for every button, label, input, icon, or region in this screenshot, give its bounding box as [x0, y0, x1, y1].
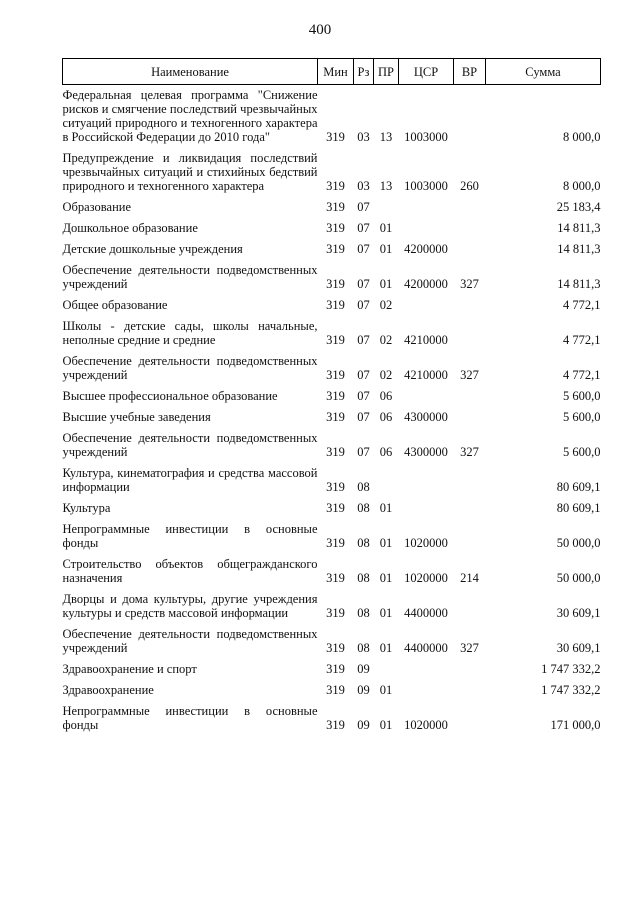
header-rz: Рз — [354, 59, 374, 85]
cell-rz: 08 — [357, 606, 370, 620]
cell-pr: 01 — [379, 641, 393, 655]
cell-min: 319 — [326, 445, 345, 459]
cell-min: 319 — [326, 571, 345, 585]
cell-name: Обеспечение деятельности подведомственных учреждений — [62, 627, 318, 655]
cell-min: 319 — [326, 242, 345, 256]
cell-rz: 07 — [357, 389, 370, 403]
cell-pr: 02 — [379, 368, 393, 382]
cell-min: 319 — [326, 410, 345, 424]
cell-name: Школы - детские сады, школы начальные, неполные средние и средние — [62, 319, 318, 347]
cell-name: Федеральная целевая программа "Снижение рисков и смягчение последствий чрезвычайных ситуаций природного и техногенного характера в Российской Федерации до 2010 года" — [62, 88, 318, 144]
table-row — [63, 589, 601, 624]
cell-vr — [454, 680, 486, 701]
cell-csr — [399, 659, 454, 680]
cell-pr: 01 — [379, 277, 393, 291]
table-row — [63, 351, 601, 386]
cell-vr — [454, 197, 486, 218]
cell-sum: 4 772,1 — [563, 368, 601, 382]
cell-vr: 327 — [460, 277, 479, 291]
cell-sum: 50 000,0 — [556, 571, 601, 585]
cell-pr — [374, 659, 399, 680]
table-body — [63, 85, 601, 737]
cell-rz: 03 — [357, 130, 370, 144]
cell-pr: 01 — [379, 683, 393, 697]
cell-min: 319 — [326, 718, 345, 732]
cell-rz: 07 — [357, 277, 370, 291]
cell-rz: 08 — [357, 571, 370, 585]
header-row — [63, 59, 601, 85]
cell-sum: 1 747 332,2 — [541, 662, 601, 676]
cell-sum: 5 600,0 — [563, 410, 601, 424]
table-row — [63, 386, 601, 407]
table-row — [63, 519, 601, 554]
cell-vr: 327 — [460, 368, 479, 382]
cell-name: Строительство объектов общегражданского назначения — [62, 557, 318, 585]
cell-csr: 1003000 — [404, 130, 448, 144]
cell-vr — [454, 218, 486, 239]
cell-name: Непрограммные инвестиции в основные фонды — [62, 704, 318, 732]
cell-csr: 1020000 — [404, 571, 448, 585]
cell-csr — [399, 463, 454, 498]
cell-csr: 4210000 — [404, 368, 448, 382]
cell-name: Культура, кинематография и средства массовой информации — [62, 466, 318, 494]
cell-min: 319 — [326, 221, 345, 235]
table-row — [63, 260, 601, 295]
table-row — [63, 316, 601, 351]
cell-min: 319 — [326, 277, 345, 291]
cell-pr: 01 — [379, 501, 393, 515]
cell-name: Обеспечение деятельности подведомственных учреждений — [62, 263, 318, 291]
cell-name: Детские дошкольные учреждения — [62, 242, 243, 256]
header-name: Наименование — [63, 59, 318, 85]
cell-sum: 25 183,4 — [556, 200, 601, 214]
cell-vr — [454, 239, 486, 260]
cell-csr: 4300000 — [404, 410, 448, 424]
cell-min: 319 — [326, 662, 345, 676]
cell-vr — [454, 407, 486, 428]
header-sum: Сумма — [486, 59, 601, 85]
cell-sum: 14 811,3 — [557, 221, 601, 235]
table-row — [63, 148, 601, 197]
cell-pr: 01 — [379, 242, 393, 256]
cell-name: Непрограммные инвестиции в основные фонды — [62, 522, 318, 550]
cell-vr — [454, 659, 486, 680]
cell-vr — [454, 316, 486, 351]
cell-pr: 06 — [379, 445, 393, 459]
table-row — [63, 554, 601, 589]
cell-csr: 4400000 — [404, 606, 448, 620]
cell-pr: 13 — [379, 130, 393, 144]
cell-min: 319 — [326, 641, 345, 655]
cell-pr: 01 — [379, 221, 393, 235]
cell-csr — [399, 218, 454, 239]
cell-sum: 80 609,1 — [556, 480, 601, 494]
cell-rz: 09 — [357, 683, 370, 697]
cell-sum: 1 747 332,2 — [541, 683, 601, 697]
cell-csr — [399, 197, 454, 218]
cell-rz: 07 — [357, 445, 370, 459]
cell-name: Общее образование — [62, 298, 168, 312]
cell-rz: 07 — [357, 200, 370, 214]
cell-vr: 327 — [460, 641, 479, 655]
cell-csr: 1020000 — [404, 718, 448, 732]
cell-pr: 01 — [379, 536, 393, 550]
table-row — [63, 624, 601, 659]
table-row — [63, 85, 601, 149]
cell-name: Дошкольное образование — [62, 221, 198, 235]
cell-name: Здравоохранение и спорт — [62, 662, 197, 676]
cell-csr: 4210000 — [404, 333, 448, 347]
table-header — [63, 59, 601, 85]
cell-rz: 07 — [357, 410, 370, 424]
table-row — [63, 407, 601, 428]
cell-rz: 09 — [357, 662, 370, 676]
cell-rz: 03 — [357, 179, 370, 193]
cell-pr — [374, 197, 399, 218]
cell-vr — [454, 463, 486, 498]
cell-pr: 13 — [379, 179, 393, 193]
cell-rz: 08 — [357, 641, 370, 655]
cell-vr — [454, 498, 486, 519]
cell-vr — [454, 701, 486, 736]
cell-pr: 02 — [379, 333, 393, 347]
cell-rz: 07 — [357, 333, 370, 347]
cell-rz: 09 — [357, 718, 370, 732]
table-row — [63, 239, 601, 260]
cell-min: 319 — [326, 606, 345, 620]
cell-vr — [454, 519, 486, 554]
cell-sum: 5 600,0 — [563, 445, 601, 459]
cell-sum: 171 000,0 — [550, 718, 601, 732]
cell-rz: 08 — [357, 536, 370, 550]
table-row — [63, 463, 601, 498]
cell-pr: 02 — [379, 298, 393, 312]
cell-rz: 07 — [357, 368, 370, 382]
cell-name: Высшие учебные заведения — [62, 410, 211, 424]
cell-sum: 50 000,0 — [556, 536, 601, 550]
table-row — [63, 498, 601, 519]
cell-vr — [454, 386, 486, 407]
cell-sum: 8 000,0 — [563, 130, 601, 144]
cell-name: Обеспечение деятельности подведомственных учреждений — [62, 431, 318, 459]
cell-csr: 4200000 — [404, 242, 448, 256]
cell-vr — [454, 295, 486, 316]
cell-rz: 08 — [357, 480, 370, 494]
cell-sum: 80 609,1 — [556, 501, 601, 515]
header-pr: ПР — [374, 59, 399, 85]
cell-min: 319 — [326, 683, 345, 697]
cell-min: 319 — [326, 200, 345, 214]
cell-pr: 06 — [379, 389, 393, 403]
cell-min: 319 — [326, 333, 345, 347]
cell-name: Высшее профессиональное образование — [62, 389, 278, 403]
table-row — [63, 218, 601, 239]
table-row — [63, 428, 601, 463]
cell-pr: 01 — [379, 718, 393, 732]
cell-name: Обеспечение деятельности подведомственных учреждений — [62, 354, 318, 382]
cell-csr: 4400000 — [404, 641, 448, 655]
cell-min: 319 — [326, 298, 345, 312]
cell-name: Предупреждение и ликвидация последствий чрезвычайных ситуаций и стихийных бедствий природного и техногенного характера — [62, 151, 318, 193]
cell-vr — [454, 589, 486, 624]
header-csr: ЦСР — [399, 59, 454, 85]
cell-rz: 07 — [357, 298, 370, 312]
cell-csr: 1020000 — [404, 536, 448, 550]
cell-vr: 327 — [460, 445, 479, 459]
cell-pr: 06 — [379, 410, 393, 424]
cell-sum: 14 811,3 — [557, 242, 601, 256]
cell-sum: 14 811,3 — [557, 277, 601, 291]
cell-name: Образование — [62, 200, 132, 214]
cell-rz: 07 — [357, 221, 370, 235]
cell-pr: 01 — [379, 571, 393, 585]
cell-sum: 4 772,1 — [563, 298, 601, 312]
cell-name: Культура — [62, 501, 111, 515]
cell-csr — [399, 386, 454, 407]
cell-csr: 4300000 — [404, 445, 448, 459]
cell-min: 319 — [326, 536, 345, 550]
cell-min: 319 — [326, 179, 345, 193]
cell-min: 319 — [326, 130, 345, 144]
cell-sum: 30 609,1 — [556, 641, 601, 655]
cell-csr — [399, 498, 454, 519]
cell-pr — [374, 463, 399, 498]
cell-min: 319 — [326, 368, 345, 382]
cell-rz: 08 — [357, 501, 370, 515]
cell-name: Дворцы и дома культуры, другие учреждения культуры и средств массовой информации — [62, 592, 318, 620]
cell-sum: 30 609,1 — [556, 606, 601, 620]
header-min: Мин — [318, 59, 354, 85]
cell-min: 319 — [326, 389, 345, 403]
cell-vr — [454, 85, 486, 149]
cell-csr — [399, 680, 454, 701]
cell-min: 319 — [326, 501, 345, 515]
cell-rz: 07 — [357, 242, 370, 256]
cell-name: Здравоохранение — [62, 683, 154, 697]
table-row — [63, 680, 601, 701]
header-vr: ВР — [454, 59, 486, 85]
page-number: 400 — [308, 22, 332, 38]
table-row — [63, 659, 601, 680]
cell-csr — [399, 295, 454, 316]
table-row — [63, 197, 601, 218]
cell-sum: 4 772,1 — [563, 333, 601, 347]
cell-vr: 214 — [460, 571, 479, 585]
cell-csr: 4200000 — [404, 277, 448, 291]
cell-sum: 8 000,0 — [563, 179, 601, 193]
cell-pr: 01 — [379, 606, 393, 620]
cell-csr: 1003000 — [404, 179, 448, 193]
table-row — [63, 295, 601, 316]
budget-table — [62, 58, 601, 736]
cell-vr: 260 — [460, 179, 479, 193]
table-row — [63, 701, 601, 736]
cell-sum: 5 600,0 — [563, 389, 601, 403]
cell-min: 319 — [326, 480, 345, 494]
